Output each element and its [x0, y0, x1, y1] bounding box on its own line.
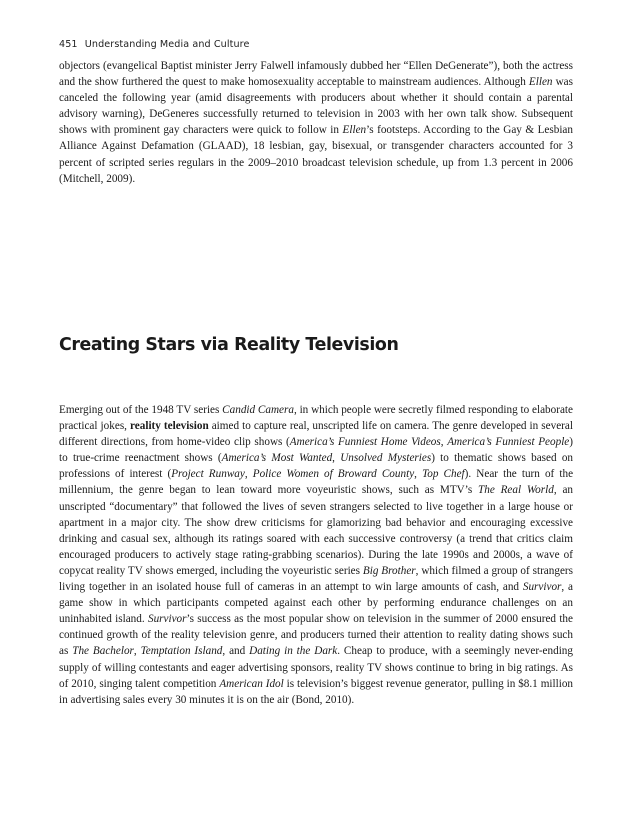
text-run: , — [133, 645, 141, 658]
italic-title: America’s Funniest Home Videos — [289, 436, 441, 449]
text-run: , a game show in which participants competed against each other by performing endurance challenges on an uninhabited island. — [59, 581, 573, 626]
text-run: , — [332, 452, 341, 465]
page-number: 451 — [59, 39, 78, 50]
text-run: , which filmed a group of strangers living together in an isolated house full of cameras in an attempt to win large amounts of cash, and — [59, 564, 573, 594]
section-heading: Creating Stars via Reality Television — [59, 335, 399, 355]
text-run: . Cheap to produce, with a seemingly never-ending supply of willing contestants and eager advertising sponsors, reality TV shows continue to bring in big ratings. As of 2010, singing talent competition — [59, 645, 573, 690]
italic-title: Temptation Island — [140, 645, 223, 658]
italic-title: Ellen — [528, 76, 553, 89]
text-run: , and — [222, 645, 250, 658]
text-run: was canceled the following year (amid disagreements with producers about whether it should contain a parental advisory warning), DeGeneres successfully returned to television in 2003 with her own talk show. Subsequent shows with prominent gay characters were quick to follow in — [59, 76, 573, 137]
text-run: Emerging out of the 1948 TV series — [59, 404, 223, 416]
italic-title: Project Runway — [171, 468, 245, 481]
text-run: , — [440, 436, 448, 449]
italic-title: Top Chef — [422, 468, 465, 481]
key-term: reality television — [130, 420, 209, 433]
text-run: is television’s biggest revenue generator, pulling in $8.1 million in advertising sales every 30 minutes it is on the air (Bond, 2010). — [59, 677, 574, 706]
text-run: ) to thematic shows based on professions of interest ( — [59, 452, 574, 481]
text-run: ’s footsteps. According to the Gay & Lesbian Alliance Against Defamation (GLAAD), 18 lesbian, gay, bisexual, or transgender characters accounted for 3 percent of scripted series regulars in the 2009–2010 broadcast television schedule, up from 1.3 percent in 2006 (Mitchell, 2009). — [59, 124, 573, 185]
italic-title: Unsolved Mysteries — [340, 452, 432, 465]
paragraph-reality-television — [59, 402, 573, 708]
text-run: aimed to capture real, unscripted life on camera. The genre developed in several different directions, from home-video clip shows ( — [59, 420, 573, 449]
italic-title: Candid Camera — [222, 404, 294, 416]
italic-title: America’s Funniest People — [447, 436, 570, 449]
text-run: ) to true-crime reenactment shows ( — [59, 436, 573, 465]
italic-title: Big Brother — [362, 564, 416, 577]
paragraph-gay-characters — [59, 58, 573, 187]
italic-title: Police Women of Broward County — [252, 468, 415, 481]
text-run: objectors (evangelical Baptist minister Jerry Falwell infamously dubbed her “Ellen DeGenerate”), both the actress and the show furthered the quest to make homosexuality acceptable to mainstream audiences. Although — [59, 60, 573, 89]
running-header — [59, 39, 250, 50]
italic-title: Survivor — [147, 613, 187, 626]
italic-title: American Idol — [219, 677, 284, 690]
italic-title: Ellen — [342, 124, 367, 137]
text-run: ). Near the turn of the millennium, the genre began to lean toward more voyeuristic shows, such as MTV’s — [59, 468, 574, 497]
text-run: , in which people were secretly filmed responding to elaborate practical jokes, — [59, 404, 573, 433]
text-run: , — [244, 468, 253, 481]
italic-title: America’s Most Wanted — [221, 452, 333, 465]
book-title: Understanding Media and Culture — [84, 39, 250, 50]
text-run: , an unscripted “documentary” that followed the lives of seven strangers selected to live together in a large house or apartment in a major city. The show drew criticisms for glamorizing bad behavior and encouraging excessive drinking and casual sex, although its ratings soared with each successive controversy (a trend that critics claim encouraged producers to actively stage rating-grabbing scenarios). During the late 1990s and 2000s, a wave of copycat reality TV shows emerged, including the voyeuristic series — [59, 484, 573, 577]
italic-title: The Bachelor — [72, 645, 134, 658]
text-run: , — [414, 468, 423, 481]
italic-title: The Real World — [478, 484, 554, 497]
italic-title: Dating in the Dark — [249, 645, 338, 658]
text-run: ’s success as the most popular show on television in the summer of 2000 ensured the continued growth of the reality television genre, and producers turned their attention to reality dating shows such as — [59, 613, 573, 658]
italic-title: Survivor — [522, 581, 562, 594]
